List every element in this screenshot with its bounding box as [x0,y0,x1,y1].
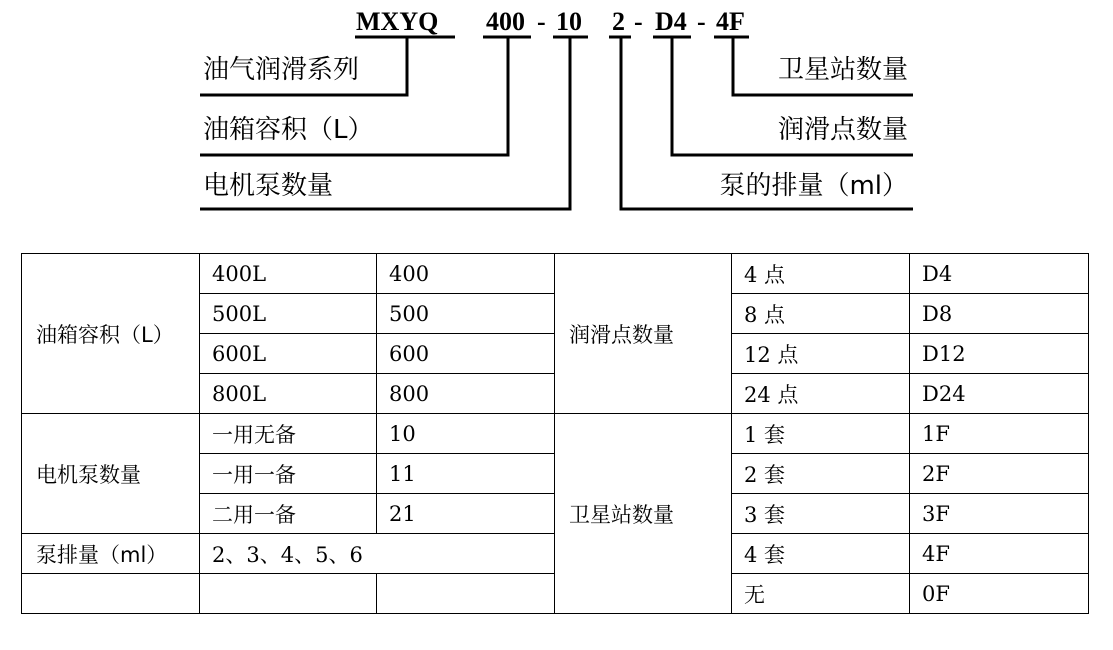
option-code: 3F [910,494,1089,534]
code-prefix: MXYQ [356,7,439,36]
option-code: D24 [910,374,1089,414]
option-code: 0F [910,574,1089,614]
option-name: 无 [732,574,910,614]
option-code: D12 [910,334,1089,374]
model-code-diagram [0,0,1113,225]
option-code: 4F [910,534,1089,574]
empty-cell [377,574,555,614]
option-name: 500L [200,294,377,334]
option-name: 二用一备 [200,494,377,534]
option-code: 2F [910,454,1089,494]
label-station-count: 卫星站数量 [777,55,908,85]
empty-cell [22,574,200,614]
option-name: 1 套 [732,414,910,454]
category-tank-volume: 油箱容积（L） [22,254,200,414]
code-pump: 10 [556,7,582,36]
label-point-count: 润滑点数量 [777,115,908,145]
empty-cell [200,574,377,614]
option-name: 800L [200,374,377,414]
option-name: 2 套 [732,454,910,494]
category-point-count: 润滑点数量 [555,254,732,414]
option-code: 600 [377,334,555,374]
option-code: 10 [377,414,555,454]
option-code: D4 [910,254,1089,294]
option-code: 11 [377,454,555,494]
table-row [22,254,1089,294]
option-name: 4 套 [732,534,910,574]
option-name: 一用无备 [200,414,377,454]
option-name: 一用一备 [200,454,377,494]
category-displacement: 泵排量（ml） [22,534,200,574]
option-code: D8 [910,294,1089,334]
option-name: 3 套 [732,494,910,534]
option-name: 600L [200,334,377,374]
category-station-count: 卫星站数量 [555,414,732,614]
option-name: 8 点 [732,294,910,334]
label-pump-count: 电机泵数量 [203,171,334,201]
label-series: 油气润滑系列 [203,55,360,85]
displacement-values: 2、3、4、5、6 [200,534,555,574]
option-code: 800 [377,374,555,414]
label-displacement: 泵的排量（ml） [719,171,908,201]
code-tank: 400 [486,7,525,36]
option-code: 500 [377,294,555,334]
option-name: 4 点 [732,254,910,294]
code-separator-2: - [634,7,643,36]
option-code: 1F [910,414,1089,454]
spec-table [21,253,1089,614]
category-pump-count: 电机泵数量 [22,414,200,534]
code-stations: 4F [716,7,745,36]
code-displacement: 2 [612,7,625,36]
code-separator-1: - [537,7,546,36]
option-name: 12 点 [732,334,910,374]
label-tank-volume: 油箱容积（L） [203,115,374,145]
code-separator-3: - [697,7,706,36]
option-code: 21 [377,494,555,534]
table-row [22,414,1089,454]
option-name: 400L [200,254,377,294]
option-code: 400 [377,254,555,294]
code-points: D4 [655,7,687,36]
option-name: 24 点 [732,374,910,414]
